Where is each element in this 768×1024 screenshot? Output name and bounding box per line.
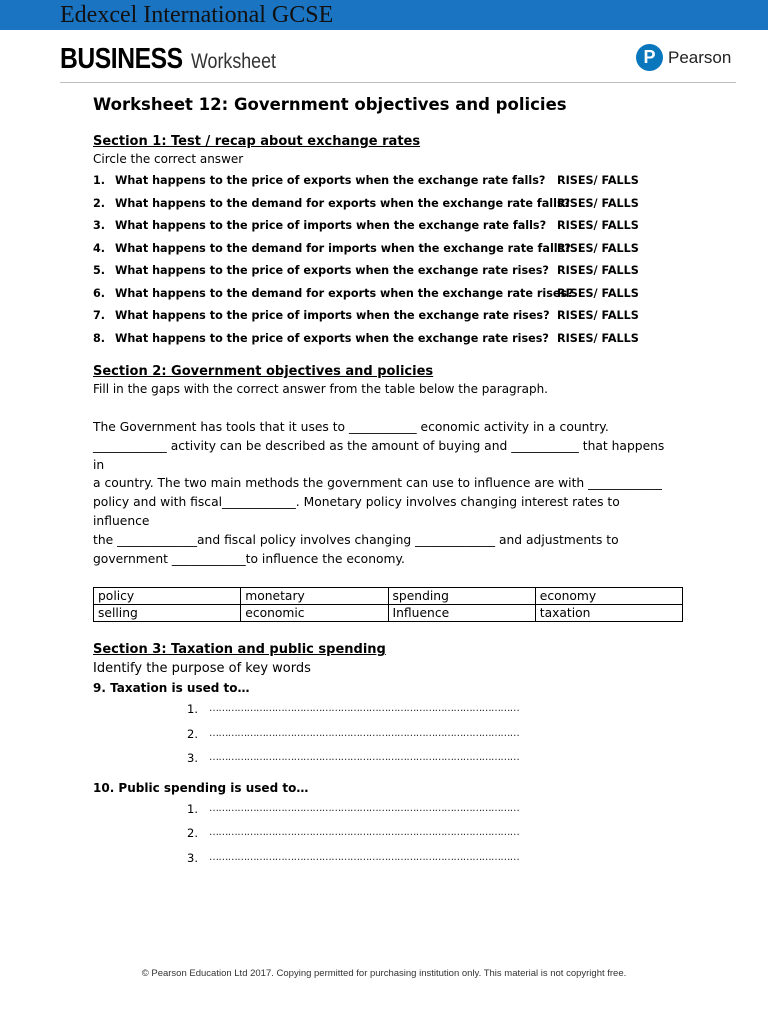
answer-line-row <box>93 746 683 771</box>
answer-choice[interactable]: RISES/ FALLS <box>557 331 639 345</box>
top-banner <box>0 0 768 30</box>
section1-instruction: Circle the correct answer <box>93 152 244 166</box>
word-bank-cell: Influence <box>388 605 535 622</box>
doc-type-label: Worksheet <box>190 50 276 73</box>
question-number: 6. <box>93 286 106 300</box>
fill-gap-paragraph <box>93 418 683 568</box>
word-bank-row <box>94 605 683 622</box>
word-bank-row <box>94 588 683 605</box>
worksheet-body <box>93 94 683 870</box>
question-row <box>93 328 683 351</box>
paragraph-line: The Government has tools that it uses to ___________ economic activity in a country. <box>93 420 609 434</box>
answer-line-number: 2. <box>187 726 198 741</box>
question-text: What happens to the demand for imports when the exchange rate falls? <box>115 241 571 255</box>
answer-choice[interactable]: RISES/ FALLS <box>557 309 639 322</box>
paragraph-line: government ____________to influence the economy. <box>93 551 405 566</box>
word-bank-cell: selling <box>94 605 241 622</box>
question-row <box>93 260 683 283</box>
answer-line[interactable]: ……………………………………………………………………………………… <box>209 802 520 814</box>
section3-heading: Section 3: Taxation and public spending <box>93 642 386 658</box>
question-9-answer-lines <box>93 697 683 771</box>
section2-instruction: Fill in the gaps with the correct answer from the table below the paragraph. <box>93 382 548 396</box>
word-bank-cell: economy <box>535 588 682 605</box>
answer-line-number: 2. <box>187 826 198 841</box>
answer-choice[interactable]: RISES/ FALLS <box>557 174 639 187</box>
answer-choice[interactable]: RISES/ FALLS <box>557 196 639 210</box>
pearson-logo-icon: P <box>636 44 663 71</box>
section1-question-list <box>93 170 683 350</box>
question-number: 7. <box>93 309 106 322</box>
pearson-logo-text: Pearson <box>668 47 732 67</box>
answer-line-number: 3. <box>187 850 198 865</box>
answer-line-row <box>93 821 683 846</box>
word-bank-cell: taxation <box>535 605 682 622</box>
paragraph-line: a country. The two main methods the government can use to influence are with ____________ <box>93 476 662 491</box>
question-text: What happens to the price of imports when the exchange rate falls? <box>115 219 547 232</box>
question-number: 1. <box>93 174 106 187</box>
answer-choice[interactable]: RISES/ FALLS <box>557 241 639 255</box>
question-10-answer-lines <box>93 797 683 871</box>
paragraph-line: policy and with fiscal____________. Monetary policy involves changing interest rates to influence <box>93 495 620 528</box>
answer-line[interactable]: ……………………………………………………………………………………… <box>209 703 520 715</box>
word-bank-cell: spending <box>388 588 535 605</box>
answer-line-row <box>93 846 683 871</box>
question-row <box>93 305 683 328</box>
pearson-logo <box>636 44 731 71</box>
question-number: 3. <box>93 219 106 232</box>
answer-line-row <box>93 722 683 747</box>
question-row <box>93 170 683 193</box>
question-number: 5. <box>93 264 106 277</box>
worksheet-title: Worksheet 12: Government objectives and policies <box>93 95 567 114</box>
answer-line-number: 3. <box>187 751 198 766</box>
section3-instruction: Identify the purpose of key words <box>93 661 311 677</box>
paragraph-line: ____________ activity can be described as the amount of buying and ___________ that happens in <box>93 438 665 472</box>
word-bank-cell: economic <box>241 605 388 622</box>
answer-choice[interactable]: RISES/ FALLS <box>557 286 639 300</box>
question-row <box>93 193 683 216</box>
question-10-label: 10. Public spending is used to… <box>93 780 309 795</box>
question-row <box>93 238 683 261</box>
section2-heading: Section 2: Government objectives and policies <box>93 364 434 379</box>
question-text: What happens to the price of imports when the exchange rate rises? <box>115 309 550 322</box>
question-text: What happens to the price of exports when the exchange rate rises? <box>115 264 549 277</box>
answer-line[interactable]: ……………………………………………………………………………………… <box>209 851 520 863</box>
question-text: What happens to the price of exports when the exchange rate rises? <box>115 331 549 345</box>
exam-title: Edexcel International GCSE <box>60 2 334 28</box>
word-bank-cell: policy <box>94 588 241 605</box>
header-divider <box>60 82 736 83</box>
paragraph-line: the _____________and fiscal policy involves changing _____________ and adjustments to <box>93 532 619 547</box>
answer-line-number: 1. <box>187 702 198 717</box>
answer-line[interactable]: ……………………………………………………………………………………… <box>209 727 520 739</box>
answer-line-row <box>93 797 683 822</box>
question-number: 2. <box>93 196 106 210</box>
answer-choice[interactable]: RISES/ FALLS <box>557 264 639 277</box>
question-9-label: 9. Taxation is used to… <box>93 681 250 696</box>
question-number: 8. <box>93 331 106 345</box>
question-text: What happens to the price of exports when the exchange rate falls? <box>115 174 546 187</box>
subject-brand <box>60 40 291 83</box>
question-text: What happens to the demand for exports when the exchange rate rises? <box>115 286 574 300</box>
question-row <box>93 215 683 238</box>
question-row <box>93 283 683 306</box>
answer-choice[interactable]: RISES/ FALLS <box>557 219 639 232</box>
question-number: 4. <box>93 241 106 255</box>
question-text: What happens to the demand for exports when the exchange rate falls? <box>115 196 571 210</box>
answer-line-number: 1. <box>187 801 198 816</box>
word-bank-table <box>93 587 683 622</box>
answer-line[interactable]: ……………………………………………………………………………………… <box>209 827 520 839</box>
subject-label: BUSINESS <box>60 43 183 75</box>
section1-heading: Section 1: Test / recap about exchange rates <box>93 134 421 149</box>
answer-line-row <box>93 697 683 722</box>
word-bank-cell: monetary <box>241 588 388 605</box>
copyright-footer: © Pearson Education Ltd 2017. Copying permitted for purchasing institution only. This material is not copyright free. <box>141 968 627 979</box>
answer-line[interactable]: ……………………………………………………………………………………… <box>209 752 520 764</box>
